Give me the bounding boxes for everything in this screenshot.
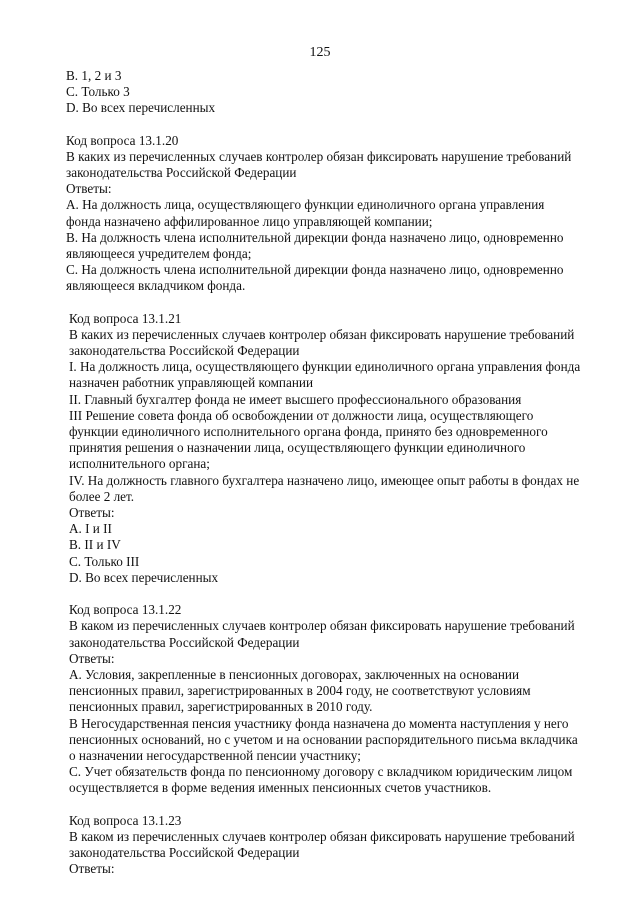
question-line: законодательства Российской Федерации <box>66 165 297 181</box>
statement-line: принятия решения о назначении лица, осуществляющего функции единоличного <box>69 440 526 456</box>
answer-line: о назначении негосударственной пенсии участнику; <box>69 747 361 763</box>
statement-line: IV. На должность главного бухгалтера назначено лицо, имеющее опыт работы в фондах не <box>69 472 580 488</box>
answers-label: Ответы: <box>66 181 112 197</box>
answer-line: пенсионных правил, зарегистрированных в 2004 году, не соответствуют условиям <box>69 683 531 699</box>
answer-line: B. II и IV <box>69 537 121 553</box>
question-line: законодательства Российской Федерации <box>69 634 300 650</box>
answer-line: А. Условия, закрепленные в пенсионных договорах, заключенных на основании <box>69 666 520 682</box>
answer-line: пенсионных правил, зарегистрированных в 2010 году. <box>69 699 373 715</box>
answer-line: B. На должность члена исполнительной дирекции фонда назначено лицо, одновременно <box>66 229 564 245</box>
question-code: Код вопроса 13.1.21 <box>69 310 182 326</box>
answer-line: фонда назначено аффилированное лицо управляющей компании; <box>66 213 433 229</box>
answer-line: В Негосударственная пенсия участнику фонда назначена до момента наступления у него <box>69 715 569 731</box>
statement-line: исполнительного органа; <box>69 456 210 472</box>
question-code: Код вопроса 13.1.20 <box>66 132 179 148</box>
question-13-1-22 <box>66 602 586 796</box>
statement-line: I. На должность лица, осуществляющего функции единоличного органа управления фонда <box>69 359 581 375</box>
continuation-answers <box>66 68 586 117</box>
answer-line: A. I и II <box>69 521 112 537</box>
answers-label: Ответы: <box>69 861 115 877</box>
page-number: 125 <box>309 45 331 60</box>
question-line: законодательства Российской Федерации <box>69 844 300 860</box>
question-code: Код вопроса 13.1.23 <box>69 812 182 828</box>
answer-line: C. Только III <box>69 553 140 569</box>
question-13-1-21 <box>66 311 586 586</box>
question-13-1-20 <box>66 133 586 295</box>
answer-line: осуществляется в форме ведения именных пенсионных счетов участников. <box>69 780 492 796</box>
answers-label: Ответы: <box>69 505 115 521</box>
statement-line: II. Главный бухгалтер фонда не имеет высшего профессионального образования <box>69 391 522 407</box>
answer-line: D. Во всех перечисленных <box>66 100 216 116</box>
answer-line: А. На должность лица, осуществляющего функции единоличного органа управления <box>66 197 545 213</box>
question-line: законодательства Российской Федерации <box>69 343 300 359</box>
answer-line: D. Во всех перечисленных <box>69 569 219 585</box>
question-line: В каких из перечисленных случаев контролер обязан фиксировать нарушение требований <box>66 148 572 164</box>
statement-line: функции единоличного исполнительного органа фонда, принято без одновременного <box>69 424 548 440</box>
answers-label: Ответы: <box>69 650 115 666</box>
answer-line: являющееся учредителем фонда; <box>66 246 252 262</box>
statement-line: III Решение совета фонда об освобождении от должности лица, осуществляющего <box>69 407 534 423</box>
question-13-1-23 <box>66 813 586 878</box>
answer-line: С. Учет обязательств фонда по пенсионному договору с вкладчиком юридическим лицом <box>69 764 573 780</box>
statement-line: назначен работник управляющей компании <box>69 375 314 391</box>
document-body <box>66 68 586 893</box>
question-line: В каком из перечисленных случаев контролер обязан фиксировать нарушение требований <box>69 618 575 634</box>
answer-line: C. На должность члена исполнительной дирекции фонда назначено лицо, одновременно <box>66 262 564 278</box>
answer-line: B. 1, 2 и 3 <box>66 68 122 83</box>
statement-line: более 2 лет. <box>69 488 135 504</box>
answer-line: являющееся вкладчиком фонда. <box>66 278 246 294</box>
question-line: В каких из перечисленных случаев контролер обязан фиксировать нарушение требований <box>69 326 575 342</box>
answer-line: пенсионных оснований, но с учетом и на основании распорядительного письма вкладчика <box>69 731 578 747</box>
answer-line: C. Только 3 <box>66 84 130 100</box>
question-code: Код вопроса 13.1.22 <box>69 602 182 618</box>
question-line: В каком из перечисленных случаев контролер обязан фиксировать нарушение требований <box>69 828 575 844</box>
